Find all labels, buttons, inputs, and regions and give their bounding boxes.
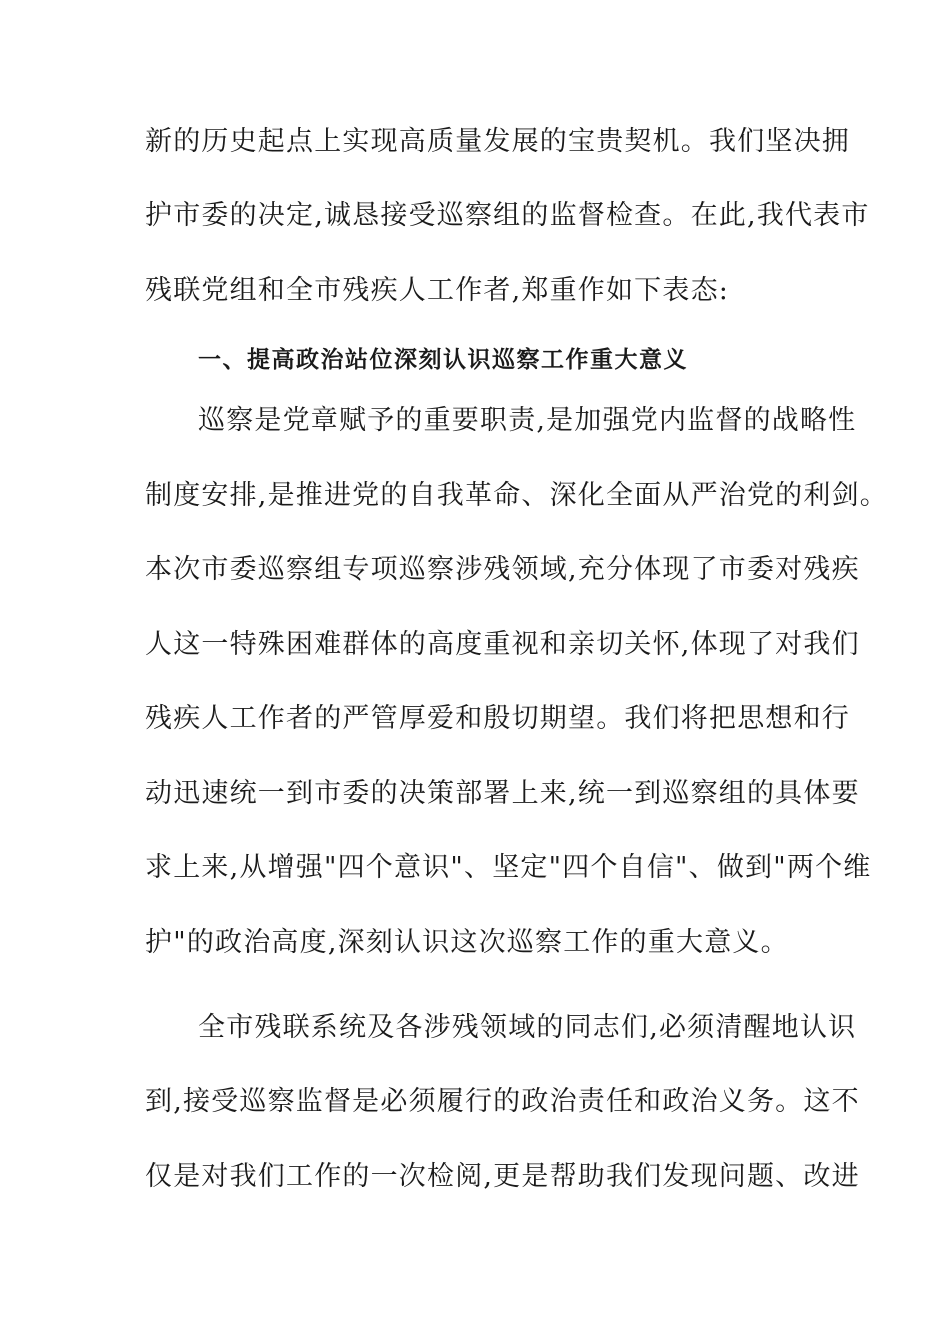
paragraph-line: 到,接受巡察监督是必须履行的政治责任和政治义务。这不 (145, 1086, 860, 1117)
paragraph-line: 求上来,从增强"四个意识"、坚定"四个自信"、做到"两个维 (145, 852, 872, 883)
section-heading: 一、提高政治站位深刻认识巡察工作重大意义 (198, 346, 688, 373)
paragraph-line: 巡察是党章赋予的重要职责,是加强党内监督的战略性 (198, 405, 857, 436)
paragraph-line: 护"的政治高度,深刻认识这次巡察工作的重大意义。 (145, 927, 789, 958)
paragraph-line: 新的历史起点上实现高质量发展的宝贵契机。我们坚决拥 (145, 126, 850, 157)
paragraph-line: 人这一特殊困难群体的高度重视和亲切关怀,体现了对我们 (145, 629, 860, 660)
paragraph-line: 护市委的决定,诚恳接受巡察组的监督检查。在此,我代表市 (145, 200, 870, 231)
paragraph-line: 本次市委巡察组专项巡察涉残领域,充分体现了市委对残疾 (145, 554, 860, 585)
paragraph-line: 残联党组和全市残疾人工作者,郑重作如下表态: (145, 275, 730, 306)
paragraph-line: 全市残联系统及各涉残领域的同志们,必须清醒地认识 (198, 1012, 857, 1043)
paragraph-line: 残疾人工作者的严管厚爱和殷切期望。我们将把思想和行 (145, 703, 850, 734)
paragraph-line: 仅是对我们工作的一次检阅,更是帮助我们发现问题、改进 (145, 1161, 860, 1192)
paragraph-line: 动迅速统一到市委的决策部署上来,统一到巡察组的具体要 (145, 778, 860, 809)
paragraph-line: 制度安排,是推进党的自我革命、深化全面从严治党的利剑。 (145, 480, 888, 511)
